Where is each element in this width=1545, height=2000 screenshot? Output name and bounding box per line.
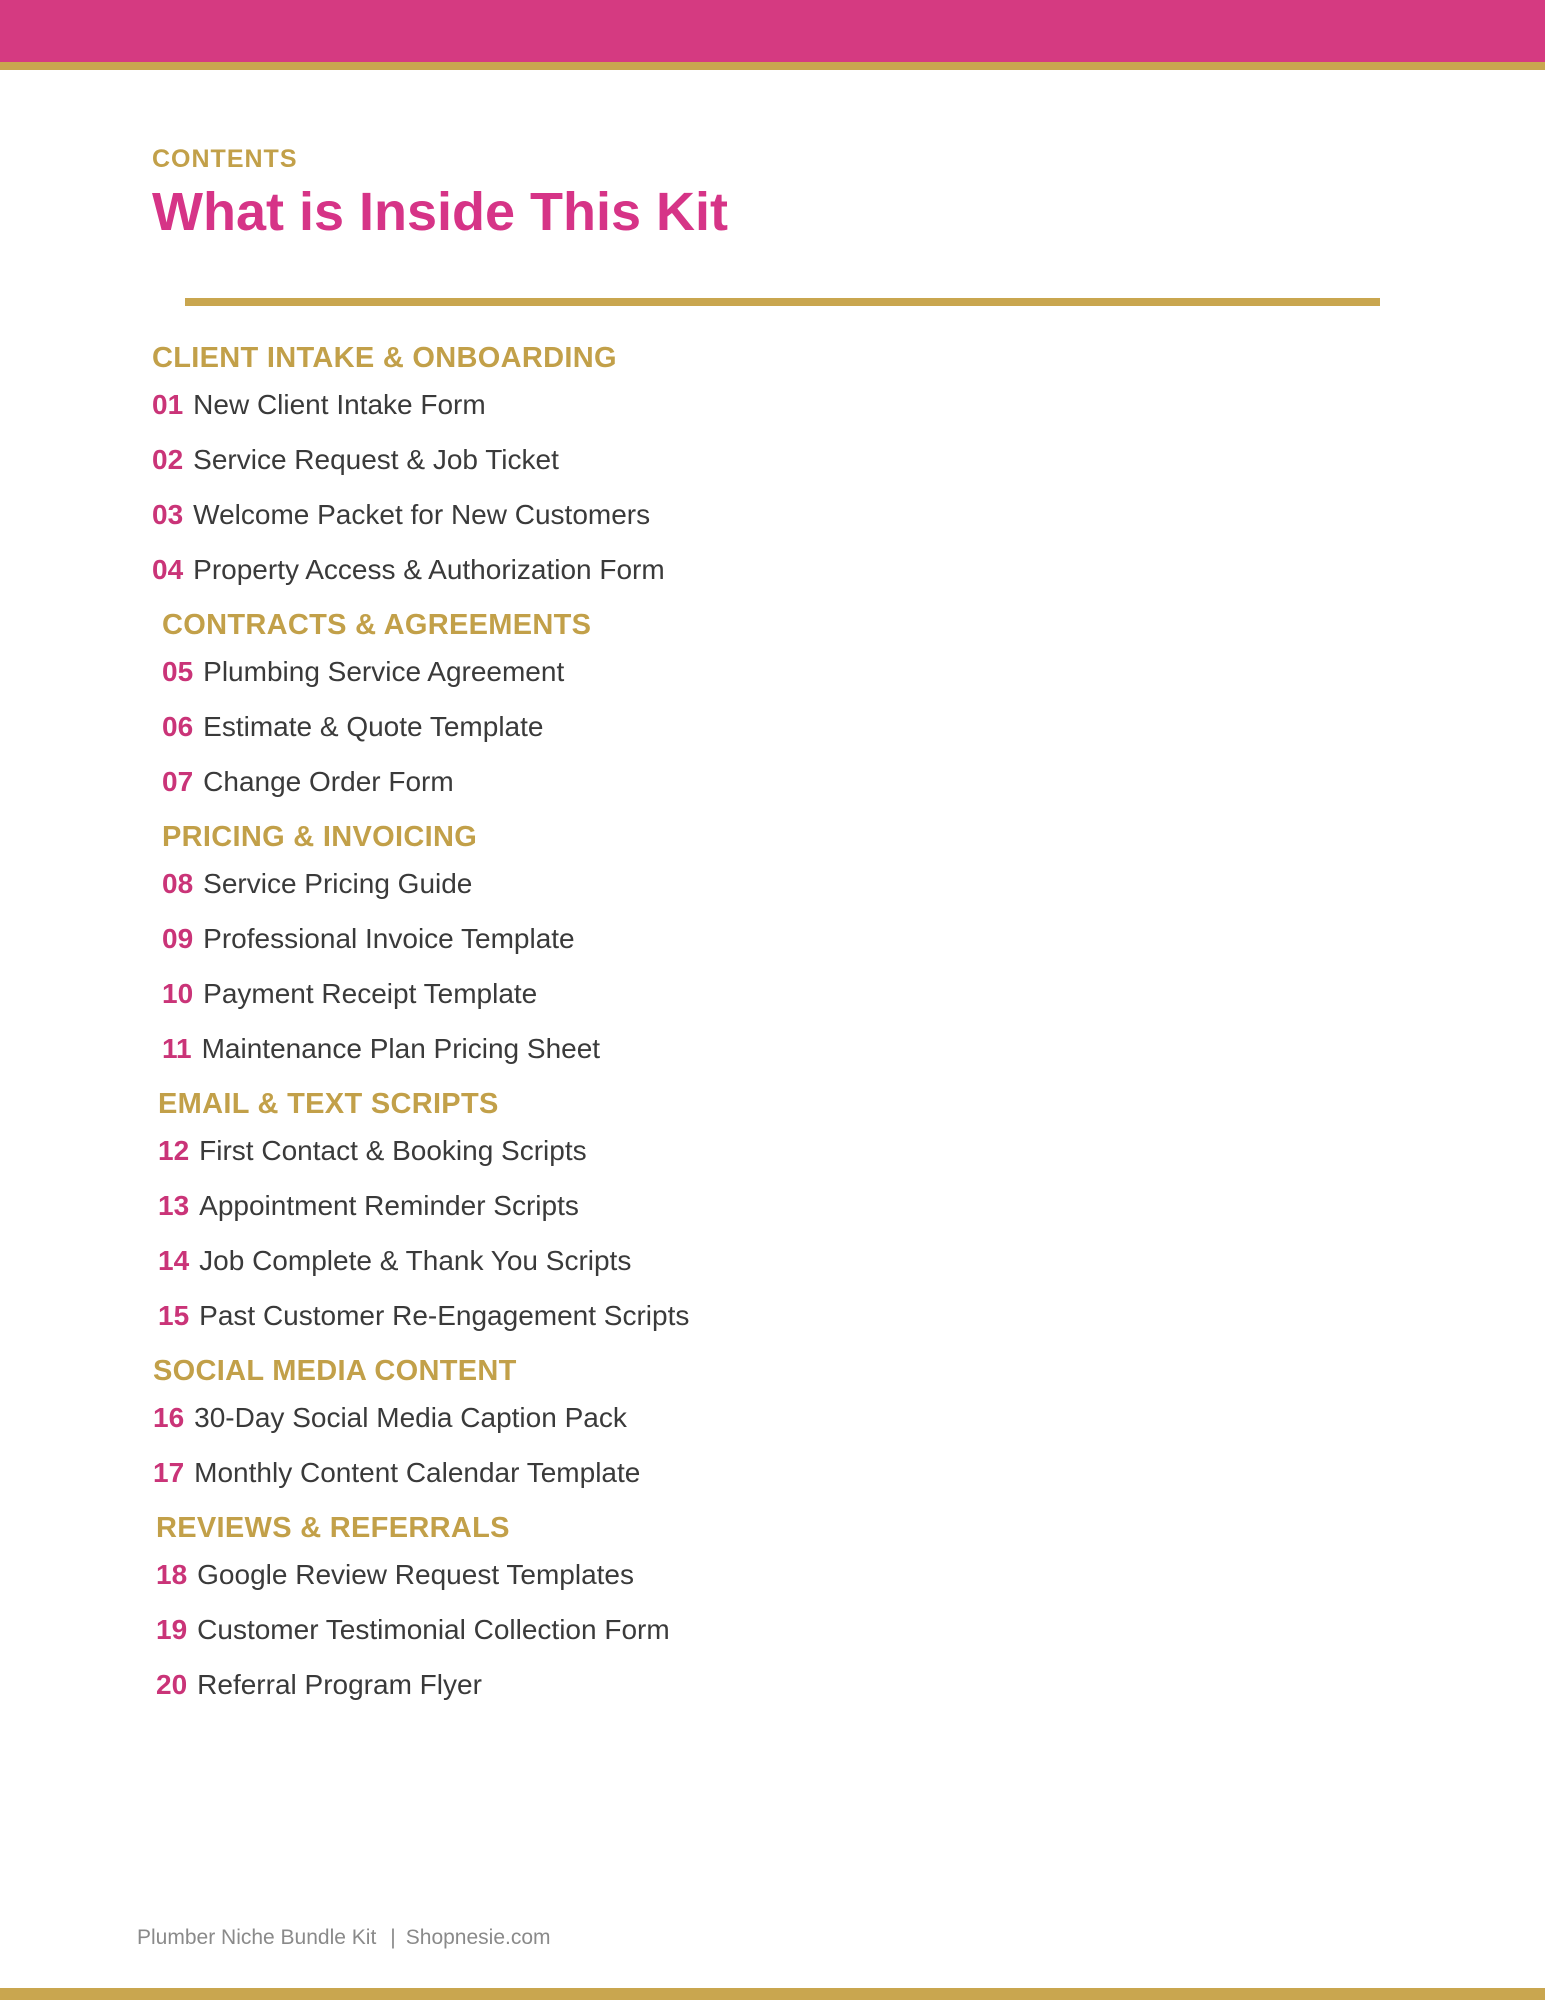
toc-section-email-scripts <box>152 1087 1395 1333</box>
section-heading: REVIEWS & REFERRALS <box>156 1512 510 1544</box>
item-label: Service Pricing Guide <box>203 868 473 899</box>
top-gold-line <box>0 62 1545 70</box>
toc-item <box>162 710 1395 744</box>
toc-section-pricing <box>152 820 1395 1066</box>
item-label: Monthly Content Calendar Template <box>194 1457 641 1488</box>
item-number: 14 <box>158 1245 190 1276</box>
footer-separator: | <box>390 1926 396 1949</box>
toc-item <box>162 1032 1395 1066</box>
toc-item <box>152 553 1395 587</box>
item-label: Service Request & Job Ticket <box>193 444 559 475</box>
toc-item <box>152 498 1395 532</box>
item-number: 17 <box>153 1457 185 1488</box>
footer <box>137 1926 551 1950</box>
toc-item <box>156 1613 1395 1647</box>
item-label: Plumbing Service Agreement <box>203 656 565 687</box>
toc-item <box>162 655 1395 689</box>
item-label: Change Order Form <box>203 766 454 797</box>
toc-item <box>158 1134 1395 1168</box>
item-number: 18 <box>156 1559 188 1590</box>
toc-item <box>158 1299 1395 1333</box>
item-label: Estimate & Quote Template <box>203 711 544 742</box>
item-label: Welcome Packet for New Customers <box>193 499 651 530</box>
toc-item <box>153 1456 1395 1490</box>
item-number: 11 <box>162 1033 192 1064</box>
item-number: 01 <box>152 389 184 420</box>
item-number: 07 <box>162 766 194 797</box>
item-label: Property Access & Authorization Form <box>193 554 665 585</box>
item-label: Payment Receipt Template <box>203 978 538 1009</box>
section-heading: PRICING & INVOICING <box>162 821 478 853</box>
bottom-gold-bar <box>0 1988 1545 2000</box>
toc-item <box>152 443 1395 477</box>
section-heading: EMAIL & TEXT SCRIPTS <box>158 1088 499 1120</box>
item-number: 16 <box>153 1402 185 1433</box>
toc-item <box>156 1558 1395 1592</box>
item-label: Maintenance Plan Pricing Sheet <box>201 1033 601 1064</box>
toc-item <box>158 1244 1395 1278</box>
toc-section-social-media <box>152 1354 1395 1490</box>
toc-section-reviews <box>152 1511 1395 1702</box>
gold-divider <box>185 298 1380 306</box>
item-number: 12 <box>158 1135 190 1166</box>
item-number: 05 <box>162 656 194 687</box>
toc-content <box>0 144 1545 1702</box>
item-label: Customer Testimonial Collection Form <box>197 1614 670 1645</box>
toc-section-client-intake <box>152 341 1395 587</box>
toc-section-contracts <box>152 608 1395 799</box>
item-number: 19 <box>156 1614 188 1645</box>
toc-item <box>158 1189 1395 1223</box>
item-label: Referral Program Flyer <box>197 1669 482 1700</box>
section-heading: CONTRACTS & AGREEMENTS <box>162 609 592 641</box>
toc-item <box>153 1401 1395 1435</box>
toc-item <box>162 867 1395 901</box>
item-number: 02 <box>152 444 184 475</box>
toc-item <box>152 388 1395 422</box>
toc-item <box>162 765 1395 799</box>
item-number: 04 <box>152 554 184 585</box>
footer-product-name: Plumber Niche Bundle Kit <box>137 1926 377 1949</box>
item-label: Appointment Reminder Scripts <box>199 1190 579 1221</box>
toc-item <box>162 977 1395 1011</box>
section-heading: SOCIAL MEDIA CONTENT <box>153 1355 517 1387</box>
section-heading: CLIENT INTAKE & ONBOARDING <box>152 342 617 374</box>
item-number: 06 <box>162 711 194 742</box>
item-number: 09 <box>162 923 194 954</box>
item-label: New Client Intake Form <box>193 389 486 420</box>
item-number: 15 <box>158 1300 190 1331</box>
item-label: Job Complete & Thank You Scripts <box>199 1245 632 1276</box>
contents-kicker: CONTENTS <box>152 145 298 173</box>
item-label: Professional Invoice Template <box>203 923 575 954</box>
toc-item <box>156 1668 1395 1702</box>
item-number: 03 <box>152 499 184 530</box>
item-number: 10 <box>162 978 194 1009</box>
item-number: 20 <box>156 1669 188 1700</box>
item-number: 13 <box>158 1190 190 1221</box>
item-label: Past Customer Re-Engagement Scripts <box>199 1300 690 1331</box>
item-label: 30-Day Social Media Caption Pack <box>194 1402 627 1433</box>
item-number: 08 <box>162 868 194 899</box>
footer-site-name: Shopnesie.com <box>405 1926 551 1949</box>
top-accent-bar <box>0 0 1545 62</box>
item-label: Google Review Request Templates <box>197 1559 634 1590</box>
page-title: What is Inside This Kit <box>152 182 729 242</box>
toc-item <box>162 922 1395 956</box>
item-label: First Contact & Booking Scripts <box>199 1135 587 1166</box>
